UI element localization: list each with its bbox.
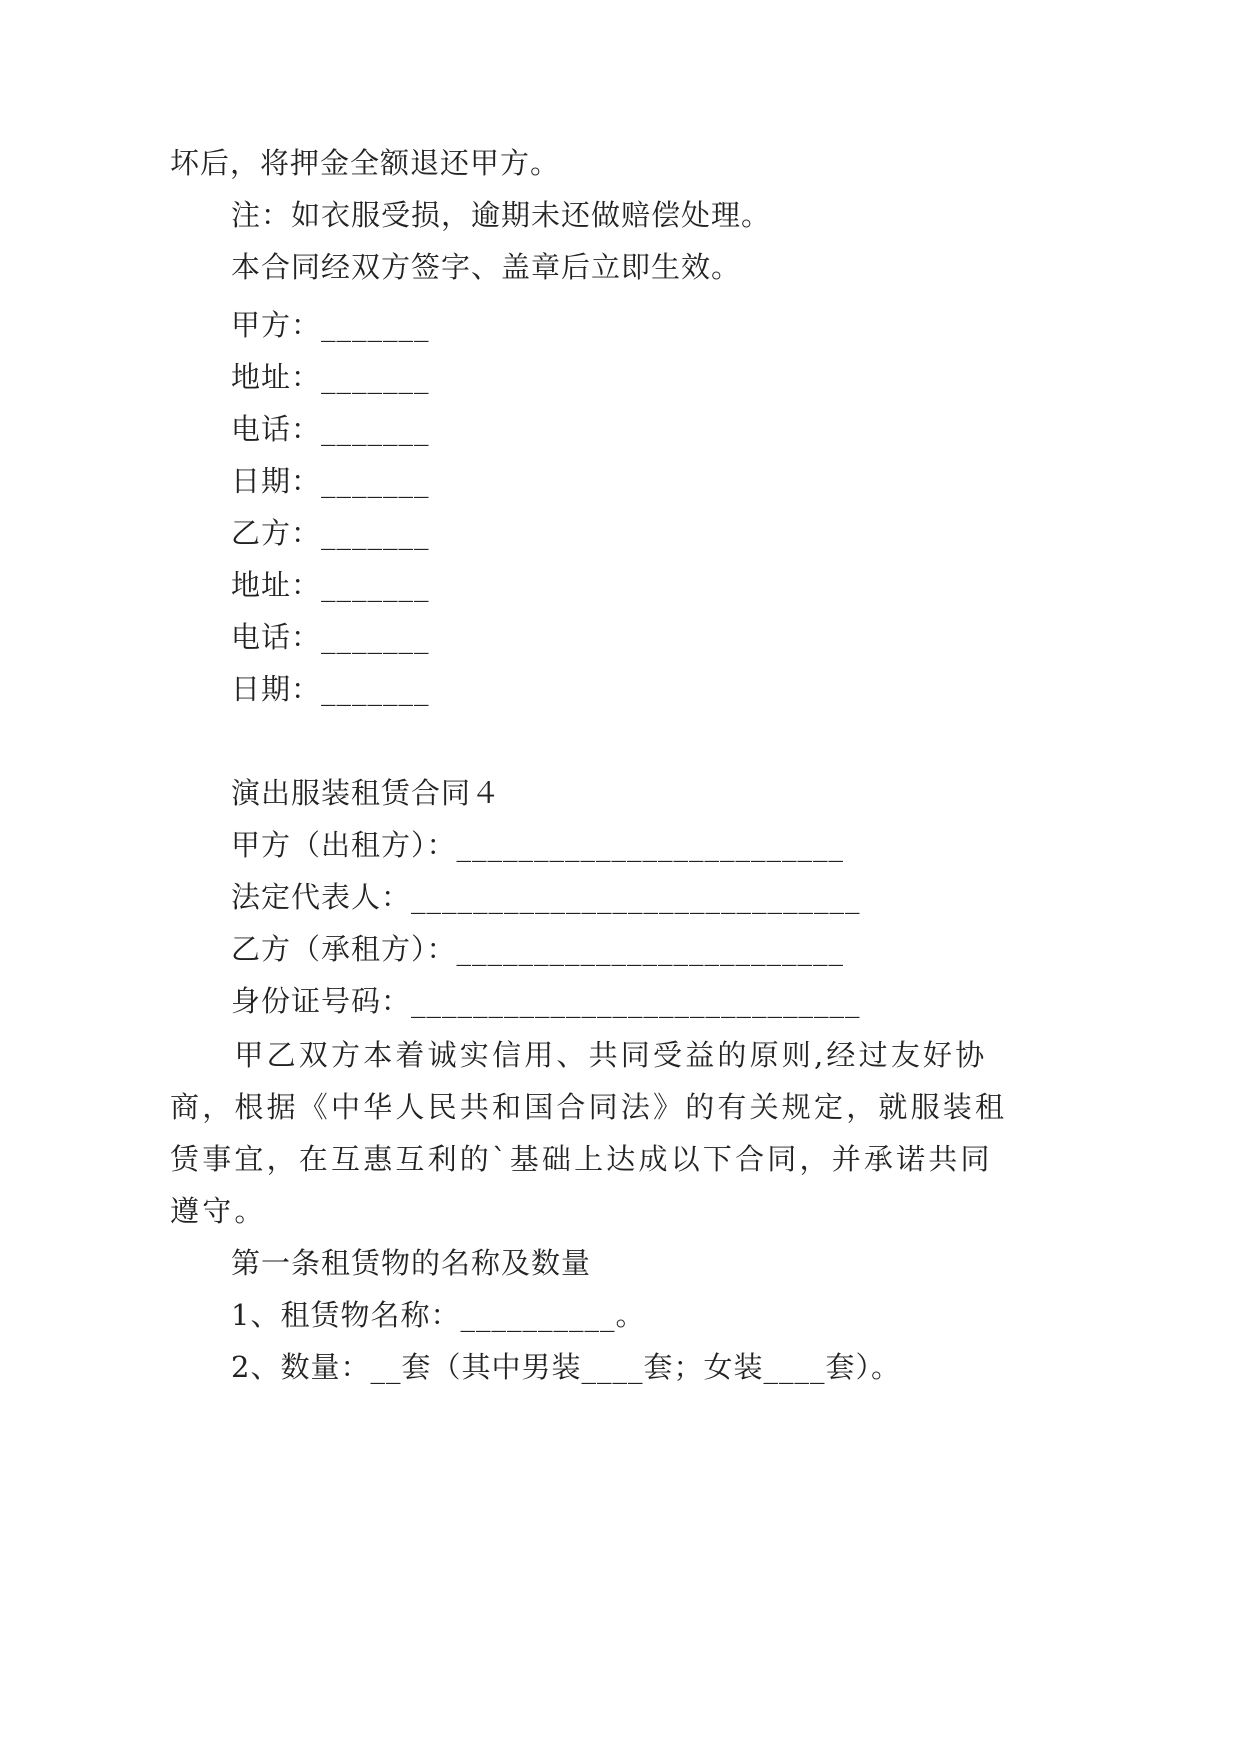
intro-line-3: 赁事宜，在互惠互利的`基础上达成以下合同，并承诺共同 <box>170 1142 993 1176</box>
lessor-field: 甲方（出租方）：_________________________ <box>231 828 845 862</box>
party-a-name-field: 甲方：_______ <box>231 308 430 342</box>
party-b-address-field: 地址：_______ <box>231 568 430 602</box>
id-number-field: 身份证号码：_____________________________ <box>231 984 861 1018</box>
party-b-phone-field: 电话：_______ <box>231 620 430 654</box>
note-text: 注：如衣服受损，逾期未还做赔偿处理。 <box>231 198 772 232</box>
effect-text: 本合同经双方签字、盖章后立即生效。 <box>231 250 742 284</box>
party-a-address-field: 地址：_______ <box>231 360 430 394</box>
contract-title: 演出服装租赁合同４ <box>231 776 502 810</box>
item-1-name: 1、租赁物名称：__________。 <box>231 1298 646 1332</box>
party-b-date-field: 日期：_______ <box>231 672 430 706</box>
party-a-date-field: 日期：_______ <box>231 464 430 498</box>
continued-text: 坏后，将押金全额退还甲方。 <box>170 146 561 180</box>
item-2-quantity: 2、数量：__套（其中男装____套；女装____套）。 <box>231 1350 901 1384</box>
intro-line-4: 遵守。 <box>170 1194 267 1228</box>
party-b-name-field: 乙方：_______ <box>231 516 430 550</box>
representative-field: 法定代表人：_____________________________ <box>231 880 861 914</box>
party-a-phone-field: 电话：_______ <box>231 412 430 446</box>
intro-line-2: 商，根据《中华人民共和国合同法》的有关规定，就服装租 <box>170 1090 1008 1124</box>
article-1-title: 第一条租赁物的名称及数量 <box>231 1246 592 1280</box>
lessee-field: 乙方（承租方）：_________________________ <box>231 932 845 966</box>
intro-line-1: 甲乙双方本着诚实信用、共同受益的原则,经过友好协 <box>170 1038 988 1072</box>
